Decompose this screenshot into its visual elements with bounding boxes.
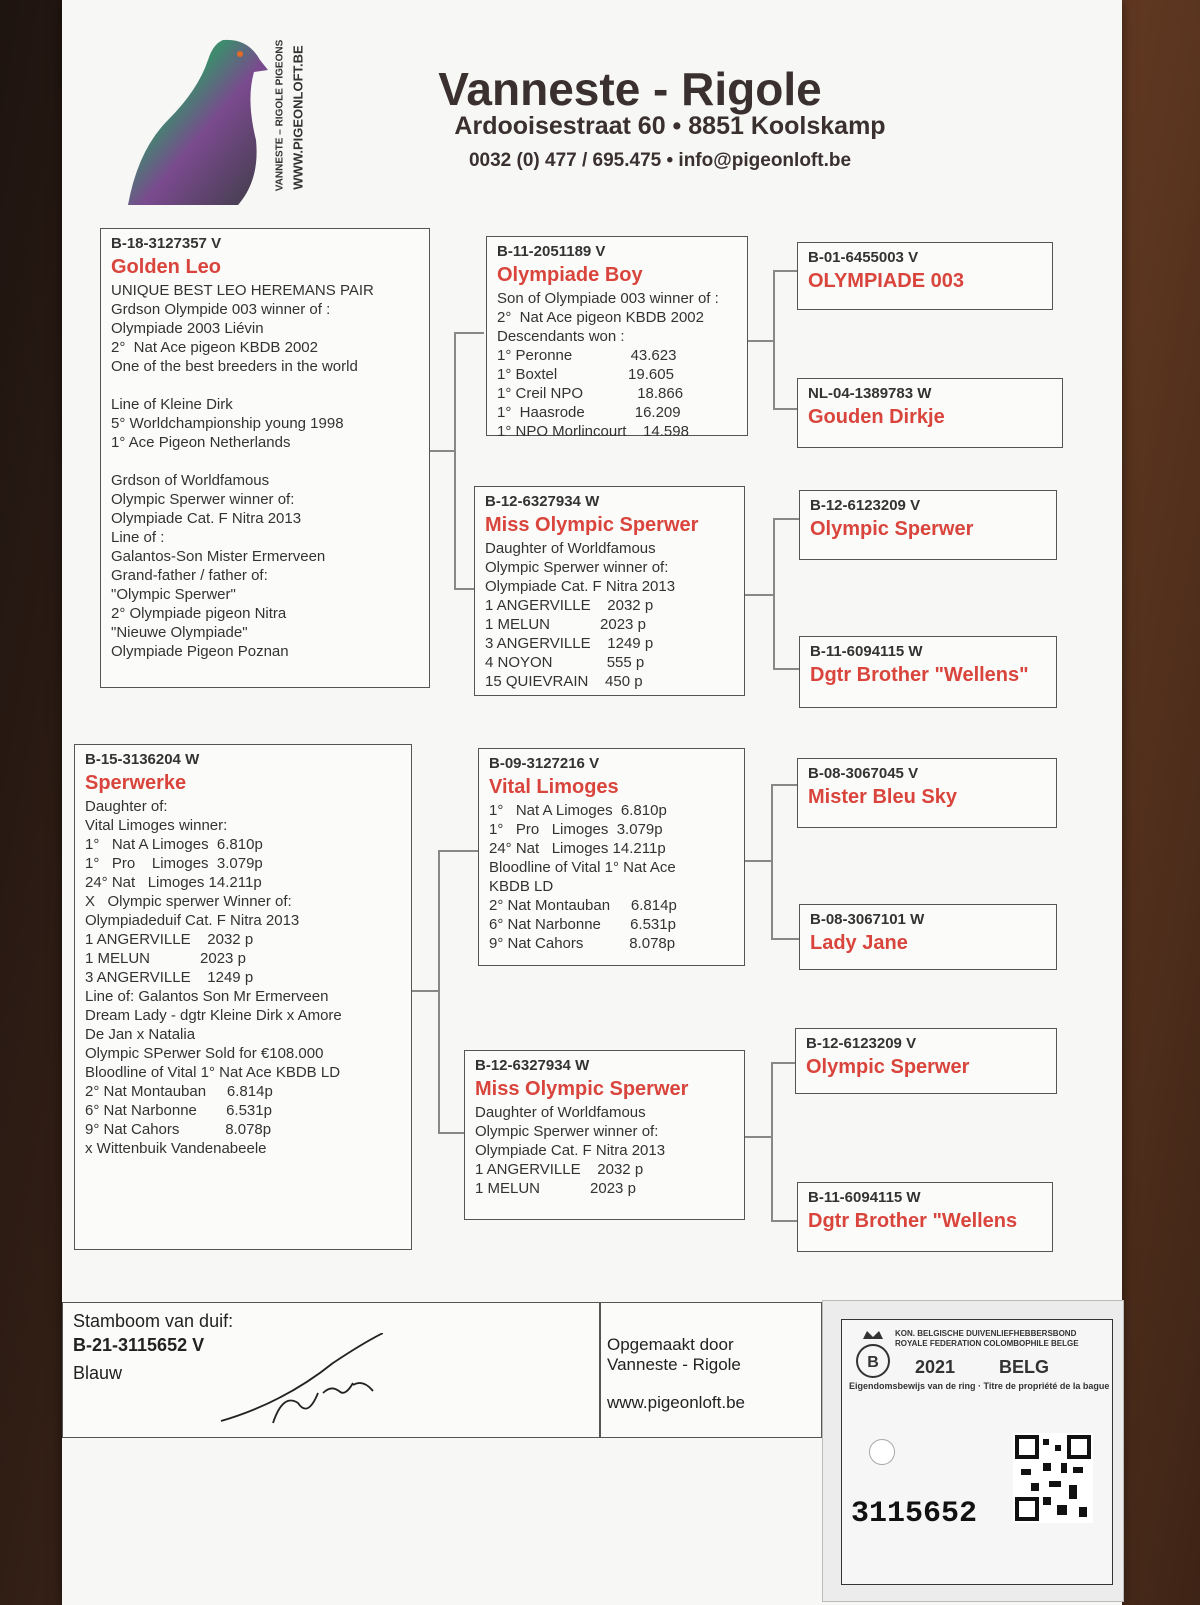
detail-line: Line of : [111, 529, 165, 546]
detail-line: 1° Ace Pigeon Netherlands [111, 434, 291, 451]
detail-line: Grdson Olympide 003 winner of : [111, 301, 331, 318]
detail-line: One of the best breeders in the world [111, 358, 358, 375]
great-grandparent-box [799, 904, 1057, 970]
connector-line [745, 860, 771, 862]
ff-ring: B-11-2051189 V [497, 243, 606, 260]
logo-text-line2: WWW.PIGEONLOFT.BE [290, 45, 306, 190]
detail-line: Olympic Sperwer winner of: [475, 1123, 659, 1140]
card-org-fr: ROYALE FEDERATION COLOMBOPHILE BELGE [895, 1339, 1079, 1348]
connector-line [745, 1136, 771, 1138]
connector-line [773, 518, 775, 668]
connector-line [771, 1220, 797, 1222]
detail-line: 15 QUIEVRAIN 450 p [485, 673, 643, 690]
detail-line: 6° Nat Narbonne 6.531p [85, 1102, 272, 1119]
connector-line [745, 594, 773, 596]
detail-line: KBDB LD [489, 878, 554, 895]
connector-line [773, 270, 797, 272]
gg-name: OLYMPIADE 003 [808, 270, 964, 292]
great-grandparent-box [797, 378, 1063, 448]
federation-crest-icon [853, 1329, 893, 1381]
detail-line: "Nieuwe Olympiade" [111, 624, 248, 641]
gg-ring: B-11-6094115 W [808, 1189, 921, 1206]
great-grandparent-box [799, 636, 1057, 708]
connector-line [771, 1062, 773, 1220]
detail-line: Grdson of Worldfamous [111, 472, 270, 489]
mf-details [489, 801, 734, 953]
connector-line [771, 938, 799, 940]
ff-name: Olympiade Boy [497, 264, 643, 286]
connector-line [773, 518, 799, 520]
father-ring: B-18-3127357 V [111, 235, 222, 252]
gg-name: Lady Jane [810, 932, 908, 954]
detail-line: 6° Nat Narbonne 6.531p [489, 916, 676, 933]
detail-line: Olympiade Pigeon Poznan [111, 643, 289, 660]
mother-mother-box [464, 1050, 745, 1220]
card-punch-hole [869, 1439, 895, 1465]
detail-line: 1 MELUN 2023 p [485, 616, 646, 633]
gg-ring: NL-04-1389783 W [808, 385, 932, 402]
detail-line: Olympic Sperwer winner of: [485, 559, 669, 576]
detail-line: Olympic Sperwer winner of: [111, 491, 295, 508]
gg-name: Dgtr Brother "Wellens [808, 1210, 1018, 1232]
ring-ownership-card [822, 1300, 1124, 1602]
detail-line: Daughter of Worldfamous [475, 1104, 646, 1121]
detail-line: 1° NPO Morlincourt 14.598 [497, 423, 689, 440]
mother-box [74, 744, 412, 1250]
connector-line [438, 1132, 464, 1134]
mm-ring: B-12-6327934 W [475, 1057, 590, 1074]
gg-ring: B-11-6094115 W [810, 643, 923, 660]
detail-line: Bloodline of Vital 1° Nat Ace [489, 859, 676, 876]
gg-name: Olympic Sperwer [810, 518, 974, 540]
logo-text-line1: VANNESTE – RIGOLE PIGEONS [274, 39, 286, 192]
detail-line: 2° Nat Montauban 6.814p [489, 897, 677, 914]
detail-line: Galantos-Son Mister Ermerveen [111, 548, 326, 565]
breeder-address: Ardooisestraat 60 • 8851 Koolskamp [454, 112, 886, 140]
detail-line: Grand-father / father of: [111, 567, 268, 584]
detail-line: Olympiadeduif Cat. F Nitra 2013 [85, 912, 300, 929]
gg-name: Mister Bleu Sky [808, 786, 957, 808]
connector-line [771, 784, 797, 786]
mother-name: Sperwerke [85, 772, 187, 794]
detail-line: Olympiade Cat. F Nitra 2013 [485, 578, 676, 595]
great-grandparent-box [797, 758, 1057, 828]
card-org-nl: KON. BELGISCHE DUIVENLIEFHEBBERSBOND [895, 1329, 1077, 1338]
fm-ring: B-12-6327934 W [485, 493, 600, 510]
detail-line [111, 452, 419, 471]
great-grandparent-box [795, 1028, 1057, 1094]
connector-line [771, 1062, 795, 1064]
connector-line [412, 990, 438, 992]
connector-line [454, 332, 456, 588]
gg-name: Gouden Dirkje [808, 406, 945, 428]
made-by-name: Vanneste - Rigole [607, 1355, 741, 1374]
card-subtitle: Eigendomsbewijs van de ring · Titre de propriété de la bague [849, 1381, 1110, 1391]
connector-line [748, 340, 773, 342]
detail-line: 9° Nat Cahors 8.078p [85, 1121, 272, 1138]
gg-ring: B-12-6123209 V [806, 1035, 917, 1052]
mf-name: Vital Limoges [489, 776, 619, 798]
pigeon-logo-icon [128, 30, 268, 205]
breeder-name: Vanneste - Rigole [438, 63, 822, 115]
gg-ring: B-08-3067045 V [808, 765, 919, 782]
detail-line: 1 ANGERVILLE 2032 p [85, 931, 254, 948]
detail-line: Olympic SPerwer Sold for €108.000 [85, 1045, 324, 1062]
detail-line: 3 ANGERVILLE 1249 p [485, 635, 654, 652]
svg-text:B: B [867, 1354, 879, 1371]
detail-line: Bloodline of Vital 1° Nat Ace KBDB LD [85, 1064, 341, 1081]
detail-line: 2° Nat Ace pigeon KBDB 2002 [497, 309, 704, 326]
detail-line: Olympiade Cat. F Nitra 2013 [475, 1142, 666, 1159]
logo-text [262, 40, 322, 200]
detail-line: 24° Nat Limoges 14.211p [85, 874, 262, 891]
connector-line [771, 784, 773, 938]
detail-line: 2° Olympiade pigeon Nitra [111, 605, 287, 622]
detail-line: Vital Limoges winner: [85, 817, 228, 834]
detail-line: 1° Peronne 43.623 [497, 347, 677, 364]
detail-line: 1 MELUN 2023 p [85, 950, 246, 967]
mother-father-box [478, 748, 745, 966]
connector-line [438, 850, 478, 852]
detail-line: Son of Olympiade 003 winner of : [497, 290, 719, 307]
footer-divider [599, 1303, 601, 1437]
detail-line: 1 ANGERVILLE 2032 p [475, 1161, 644, 1178]
mother-ring: B-15-3136204 W [85, 751, 200, 768]
qr-code-icon [1013, 1433, 1093, 1523]
detail-line: 9° Nat Cahors 8.078p [489, 935, 676, 952]
detail-line: Dream Lady - dgtr Kleine Dirk x Amore [85, 1007, 342, 1024]
gg-ring: B-08-3067101 W [810, 911, 925, 928]
detail-line: 1° Nat A Limoges 6.810p [85, 836, 263, 853]
detail-line: Daughter of Worldfamous [485, 540, 656, 557]
detail-line: Olympiade Cat. F Nitra 2013 [111, 510, 302, 527]
detail-line: 1° Pro Limoges 3.079p [489, 821, 663, 838]
footer-website: www.pigeonloft.be [607, 1393, 745, 1412]
mm-details [475, 1103, 734, 1198]
detail-line: 1° Haasrode 16.209 [497, 404, 681, 421]
signature-icon [213, 1333, 383, 1433]
father-details [111, 281, 419, 661]
connector-line [773, 270, 775, 408]
father-father-box [486, 236, 748, 440]
detail-line: 1° Pro Limoges 3.079p [85, 855, 263, 872]
detail-line: Line of Kleine Dirk [111, 396, 233, 413]
detail-line: 1° Creil NPO 18.866 [497, 385, 684, 402]
mm-name: Miss Olympic Sperwer [475, 1078, 689, 1100]
gg-ring: B-12-6123209 V [810, 497, 921, 514]
detail-line: Olympiade 2003 Liévin [111, 320, 264, 337]
gg-name: Dgtr Brother "Wellens" [810, 664, 1029, 686]
made-by-label: Opgemaakt door [607, 1335, 734, 1354]
mother-details [85, 797, 401, 1158]
fm-details [485, 539, 734, 691]
detail-line: UNIQUE BEST LEO HEREMANS PAIR [111, 282, 374, 299]
father-name: Golden Leo [111, 256, 221, 278]
detail-line: 3 ANGERVILLE 1249 p [85, 969, 254, 986]
detail-line: 1° Boxtel 19.605 [497, 366, 674, 383]
detail-line: 1 ANGERVILLE 2032 p [485, 597, 654, 614]
pedigree-footer [62, 1302, 822, 1438]
card-ring-number: 3115652 [851, 1497, 978, 1531]
great-grandparent-box [799, 490, 1057, 560]
footer-label: Stamboom van duif: [73, 1311, 234, 1331]
breeder-contact: 0032 (0) 477 / 695.475 • info@pigeonloft.be [468, 150, 852, 171]
detail-line [111, 376, 419, 395]
detail-line: 4 NOYON 555 p [485, 654, 645, 671]
detail-line: Daughter of: [85, 798, 168, 815]
gg-ring: B-01-6455003 V [808, 249, 919, 266]
connector-line [454, 588, 474, 590]
detail-line: 24° Nat Limoges 14.211p [489, 840, 666, 857]
detail-line: 1° Nat A Limoges 6.810p [489, 802, 667, 819]
detail-line: "Olympic Sperwer" [111, 586, 236, 603]
gg-name: Olympic Sperwer [806, 1056, 970, 1078]
connector-line [430, 450, 454, 452]
detail-line: 1 MELUN 2023 p [475, 1180, 636, 1197]
card-country: BELG [999, 1357, 1050, 1377]
great-grandparent-box [797, 242, 1053, 310]
footer-color: Blauw [73, 1363, 123, 1383]
detail-line: Line of: Galantos Son Mr Ermerveen [85, 988, 329, 1005]
mf-ring: B-09-3127216 V [489, 755, 600, 772]
ff-details [497, 289, 737, 441]
connector-line [773, 408, 797, 410]
father-box [100, 228, 430, 688]
detail-line: 5° Worldchampionship young 1998 [111, 415, 344, 432]
connector-line [773, 668, 799, 670]
great-grandparent-box [797, 1182, 1053, 1252]
detail-line: x Wittenbuik Vandenabeele [85, 1140, 267, 1157]
detail-line: De Jan x Natalia [85, 1026, 196, 1043]
detail-line: 2° Nat Ace pigeon KBDB 2002 [111, 339, 318, 356]
connector-line [454, 332, 484, 334]
fm-name: Miss Olympic Sperwer [485, 514, 699, 536]
detail-line: X Olympic sperwer Winner of: [85, 893, 292, 910]
connector-line [438, 850, 440, 1132]
detail-line: Descendants won : [497, 328, 625, 345]
footer-ring: B-21-3115652 V [73, 1335, 205, 1355]
card-year: 2021 [915, 1357, 956, 1377]
detail-line: 2° Nat Montauban 6.814p [85, 1083, 273, 1100]
father-mother-box [474, 486, 745, 696]
